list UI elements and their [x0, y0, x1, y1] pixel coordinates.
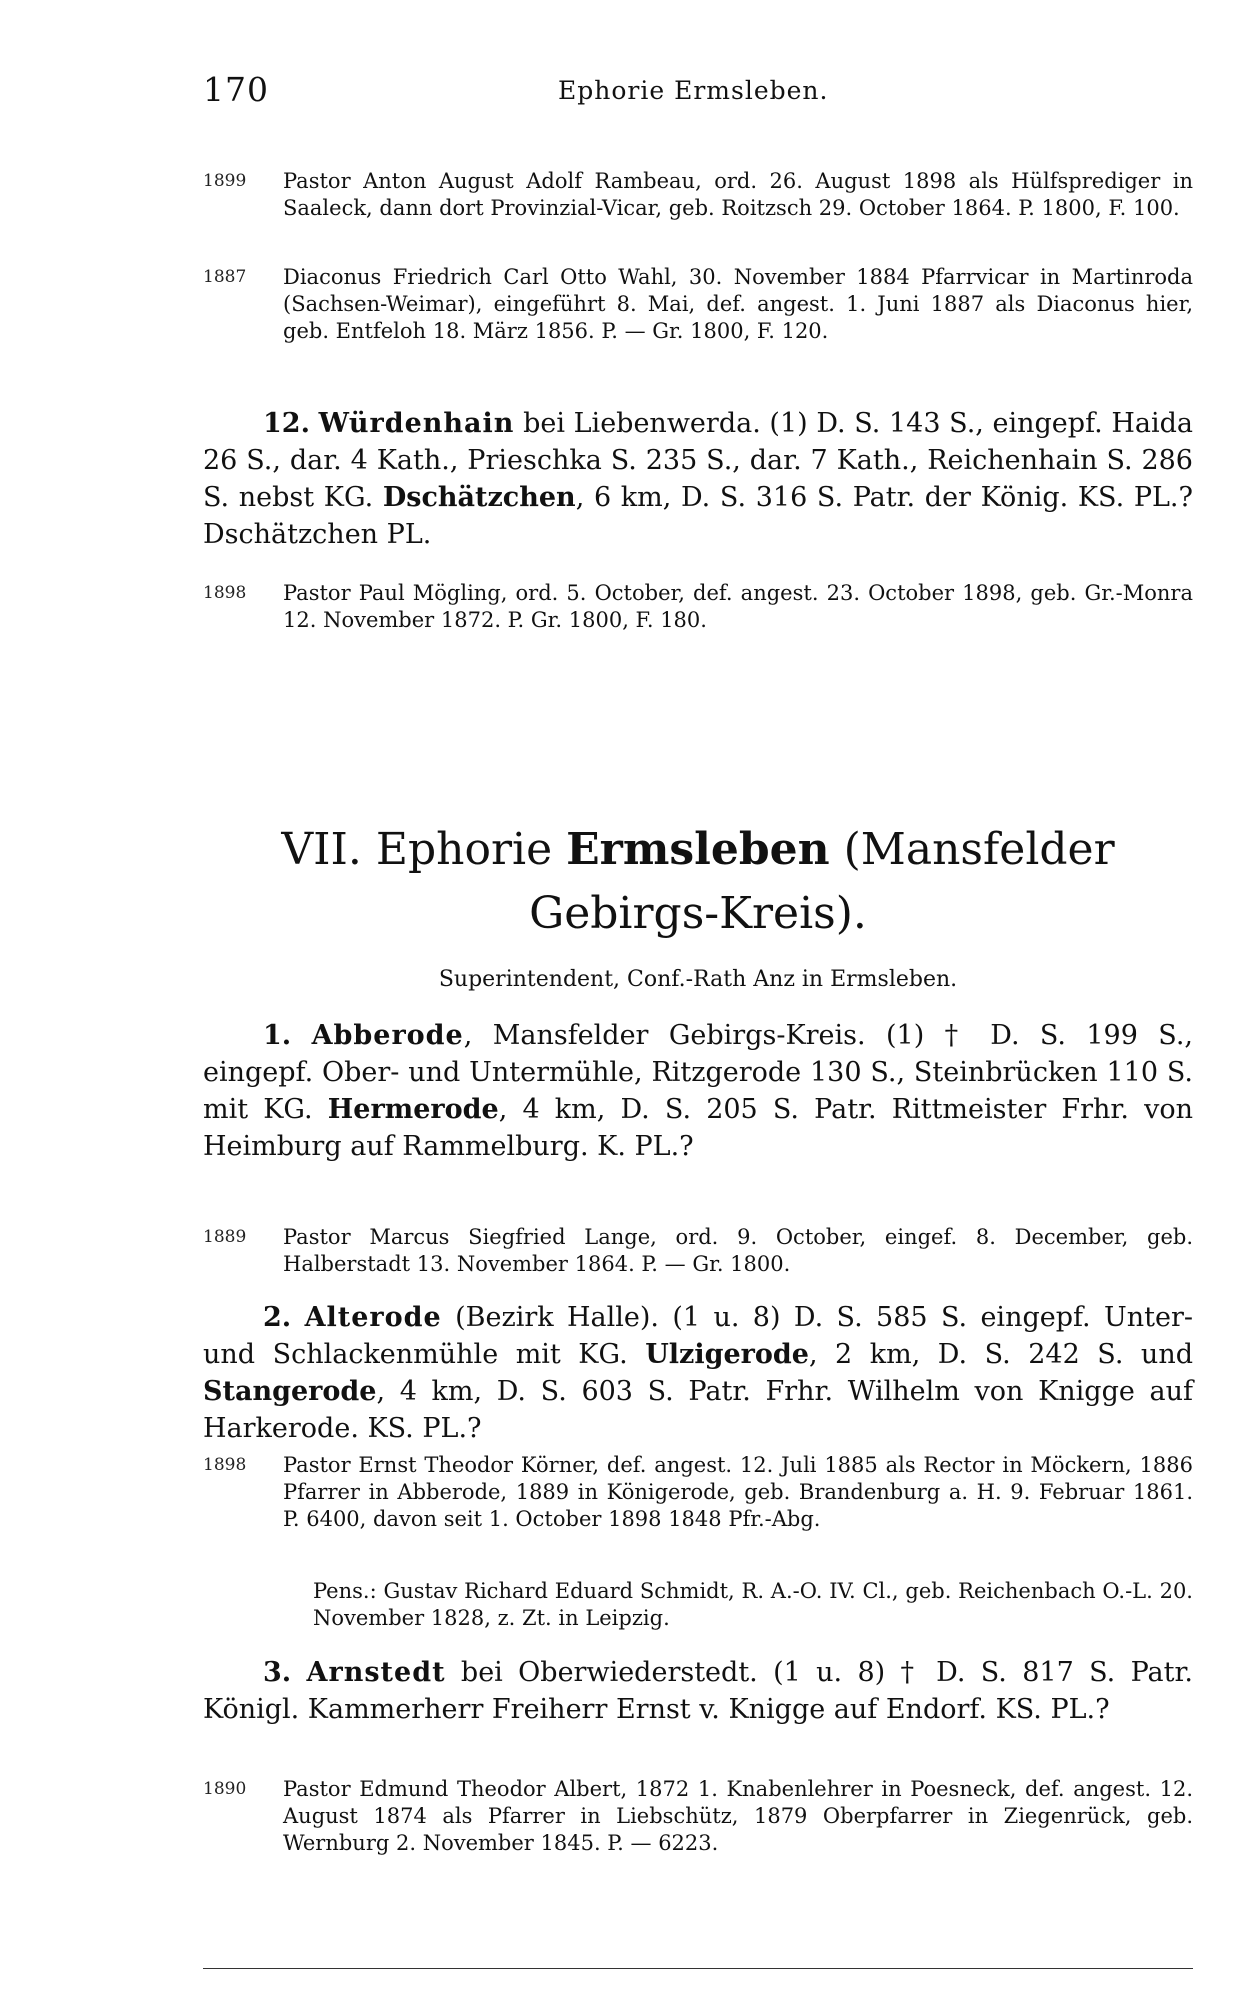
entry-text: Pens.: Gustav Richard Eduard Schmidt, R. A.-O. IV. Cl., geb. Reichenbach O.-L. 20. November 1828, z. Zt. in Leipzig. — [313, 1579, 1193, 1630]
page-header — [203, 70, 1203, 130]
parish-entry — [203, 1017, 1193, 1165]
entry-text: Diaconus Friedrich Carl Otto Wahl, 30. November 1884 Pfarrvicar in Martinroda (Sachsen-Weimar), eingeführt 8. Mai, def. angest. 1. Juni 1887 als Diaconus hier, geb. Entfeloh 18. März 1856. P. — Gr. 1800, F. 120. — [283, 265, 1193, 343]
clergy-entry — [203, 1776, 1193, 1857]
parish-text: , 4 km, D. S. 205 S. Patr. Rittmeister Frhr. von Heimburg auf Rammelburg. K. PL.? — [203, 1094, 1193, 1162]
parish-number: 1. — [263, 1020, 292, 1051]
parish-text: bei Liebenwerda. (1) D. S. 143 S., eingepf. Haida 26 S., dar. 4 Kath., Prieschka S. 235 S., dar. 7 Kath., Reichenhain S. 286 S. nebst KG. — [203, 408, 1193, 513]
parish-text: , Mansfelder Gebirgs-Kreis. (1) † D. S. 199 S., eingepf. Ober- und Untermühle, Ritzgerode 130 S., Steinbrücken 110 S. mit KG. — [203, 1020, 1193, 1125]
parish-text: bei Oberwiederstedt. (1 u. 8) † D. S. 817 S. Patr. Königl. Kammerherr Freiherr Ernst v. Knigge auf Endorf. KS. PL.? — [203, 1657, 1193, 1725]
parish-name: Würdenhain — [318, 408, 515, 439]
entry-text: Pastor Ernst Theodor Körner, def. angest. 12. Juli 1885 als Rector in Möckern, 1886 Pfarrer in Abberode, 1889 in Königerode, geb. Brandenburg a. H. 9. Februar 1861. P. 6400, davon seit 1. October 1898 1848 Pfr.-Abg. — [283, 1453, 1193, 1531]
footer-rule — [203, 1968, 1193, 1969]
entry-text: Pastor Paul Mögling, ord. 5. October, def. angest. 23. October 1898, geb. Gr.-Monra 12. November 1872. P. Gr. 1800, F. 180. — [283, 581, 1193, 632]
entry-year: 1898 — [203, 1455, 247, 1475]
parish-entry — [203, 1654, 1193, 1728]
parish-entry — [203, 1299, 1193, 1447]
running-head: Ephorie Ermsleben. — [558, 76, 829, 105]
subsidiary-parish: Hermerode — [327, 1094, 499, 1125]
parish-entry — [203, 405, 1193, 553]
parish-text: , 2 km, D. S. 242 S. und — [808, 1339, 1193, 1370]
entry-year: 1898 — [203, 583, 247, 603]
superintendent-line: Superintendent, Conf.-Rath Anz in Ermsleben. — [438, 967, 958, 992]
clergy-entry — [203, 264, 1193, 345]
parish-name: Arnstedt — [306, 1657, 446, 1688]
section-heading — [203, 818, 1193, 946]
section-heading-suffix: (Mansfelder Gebirgs-Kreis). — [529, 824, 1115, 939]
entry-text: Pastor Anton August Adolf Rambeau, ord. 26. August 1898 als Hülfsprediger in Saaleck, dann dort Provinzial-Vicar, geb. Roitzsch 29. October 1864. P. 1800, F. 100. — [283, 169, 1193, 220]
entry-year: 1890 — [203, 1779, 247, 1799]
entry-year: 1899 — [203, 171, 247, 191]
parish-name: Abberode — [311, 1020, 464, 1051]
subsidiary-parish: Dschätzchen — [382, 482, 576, 513]
section-heading-name: Ermsleben — [566, 824, 830, 875]
entry-year: 1889 — [203, 1227, 247, 1247]
parish-text: , 4 km, D. S. 603 S. Patr. Frhr. Wilhelm von Knigge auf Harkerode. KS. PL.? — [203, 1376, 1193, 1444]
parish-number: 2. — [263, 1302, 292, 1333]
entry-text: Pastor Marcus Siegfried Lange, ord. 9. October, eingef. 8. December, geb. Halberstadt 13. November 1864. P. — Gr. 1800. — [283, 1225, 1193, 1276]
parish-number: 12. — [263, 408, 310, 439]
pensioner-entry — [203, 1578, 1193, 1632]
parish-number: 3. — [263, 1657, 292, 1688]
parish-text: , 6 km, D. S. 316 S. Patr. der König. KS. PL.? Dschätzchen PL. — [203, 482, 1193, 550]
clergy-entry — [203, 1452, 1193, 1533]
clergy-entry — [203, 168, 1193, 222]
subsidiary-parish: Stangerode — [203, 1376, 377, 1407]
subsidiary-parish: Ulzigerode — [645, 1339, 809, 1370]
clergy-entry — [203, 580, 1193, 634]
parish-name: Alterode — [304, 1302, 442, 1333]
section-heading-prefix: VII. Ephorie — [281, 824, 567, 875]
page-number: 170 — [203, 70, 269, 109]
parish-text: (Bezirk Halle). (1 u. 8) D. S. 585 S. eingepf. Unter- und Schlackenmühle mit KG. — [203, 1302, 1193, 1370]
clergy-entry — [203, 1224, 1193, 1278]
entry-text: Pastor Edmund Theodor Albert, 1872 1. Knabenlehrer in Poesneck, def. angest. 12. August 1874 als Pfarrer in Liebschütz, 1879 Oberpfarrer in Ziegenrück, geb. Wernburg 2. November 1845. P. — 6223. — [283, 1777, 1193, 1855]
entry-year: 1887 — [203, 267, 247, 287]
